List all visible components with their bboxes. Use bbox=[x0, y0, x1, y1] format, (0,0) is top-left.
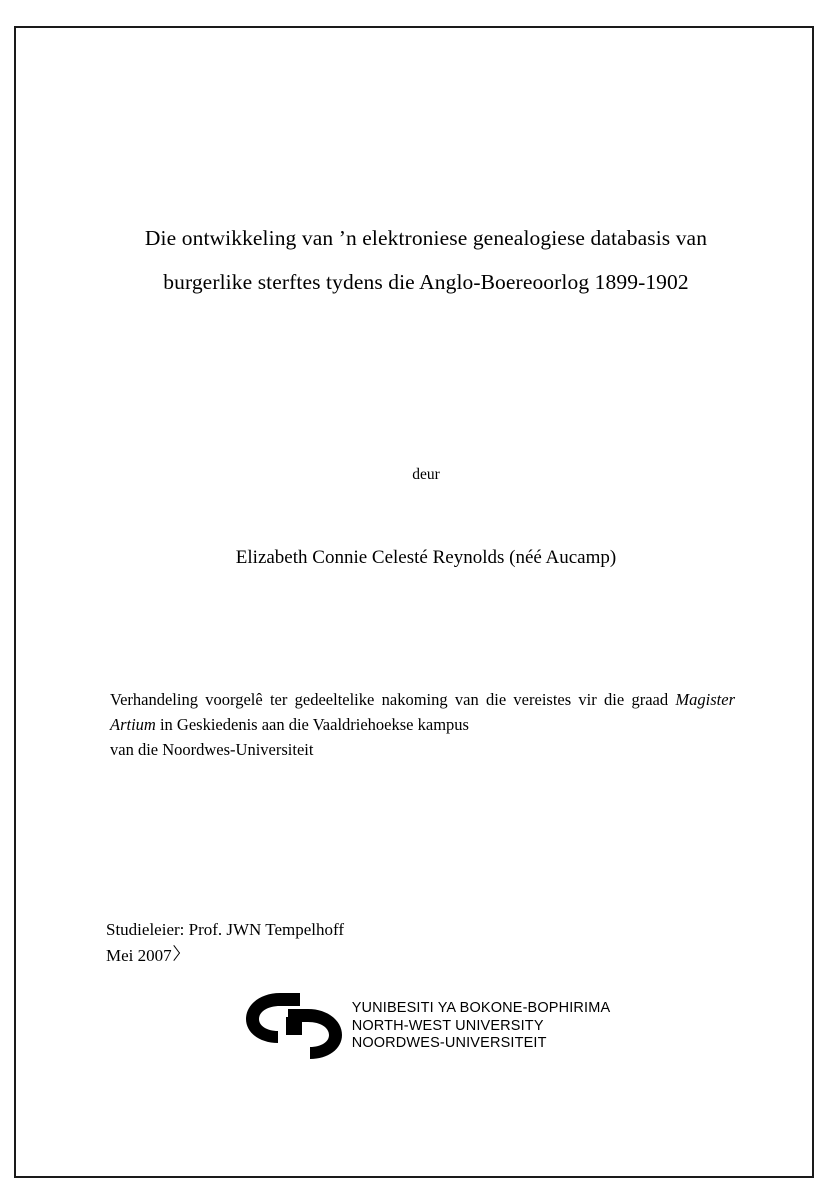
author-name: Elizabeth Connie Celesté Reynolds (néé Aucamp) bbox=[235, 547, 617, 568]
statement-part-3: van die Noordwes-Universiteit bbox=[110, 740, 314, 759]
nwu-logo-icon bbox=[242, 989, 346, 1063]
by-label: deur bbox=[412, 466, 440, 483]
university-logo bbox=[106, 989, 746, 1063]
page-title bbox=[106, 216, 746, 304]
logo-text-line-3: NOORDWES-UNIVERSITEIT bbox=[351, 1035, 547, 1052]
degree-statement bbox=[110, 687, 735, 762]
supervisor-block bbox=[106, 917, 746, 968]
logo-text-line-1: YUNIBESITI YA BOKONE-BOPHIRIMA bbox=[351, 1000, 611, 1017]
logo-text-line-2: NORTH-WEST UNIVERSITY bbox=[351, 1017, 544, 1034]
title-line-1: Die ontwikkeling van ’n elektroniese genealogiese databasis van bbox=[144, 226, 708, 250]
date-line: Mei 2007 bbox=[106, 943, 172, 969]
title-line-2: burgerlike sterftes tydens die Anglo-Boereoorlog 1899-1902 bbox=[163, 270, 689, 294]
title-page-sheet bbox=[22, 34, 806, 1170]
title-page-content bbox=[106, 34, 746, 1170]
degree-name: Magister Artium bbox=[110, 690, 735, 734]
statement-part-1: Verhandeling voorgelê ter gedeeltelike nakoming van die vereistes vir die graad bbox=[110, 690, 676, 709]
logo-text bbox=[352, 999, 611, 1053]
supervisor-line: Studieleier: Prof. JWN Tempelhoff bbox=[106, 920, 345, 939]
statement-part-2: in Geskiedenis aan die Vaaldriehoekse kampus bbox=[155, 715, 469, 734]
